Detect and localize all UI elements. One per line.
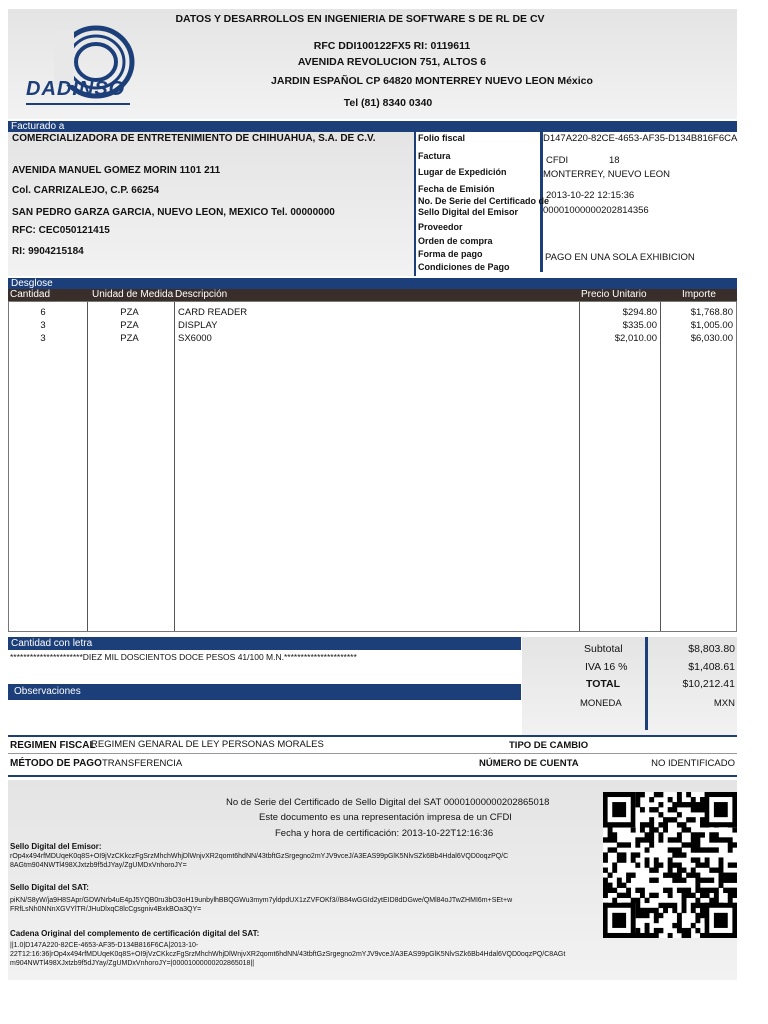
folio-value: D147A220-82CE-4653-AF35-D134B816F6CA bbox=[543, 133, 738, 144]
table-row bbox=[8, 320, 737, 332]
row-desc: DISPLAY bbox=[178, 320, 218, 331]
company-name: DATOS Y DESARROLLOS EN INGENIERIA DE SOFTWARE S DE RL DE CV bbox=[175, 13, 545, 25]
cadena-line2: 22T12:16:36|rOp4x494rfMDUqeK0q8S+OI9jVzCKkczFgSrzMhchWhjDlWnjvXR2qomt6hdNN/43tbftGzSrgegno2mYJV9vceJ/A3EAS99pGlK5NlvSZk6Bb4Hdal6VQD0oqzPQ/C8AGt bbox=[10, 951, 566, 958]
col-sep-1 bbox=[87, 302, 88, 631]
col-sep-4 bbox=[660, 302, 661, 631]
observaciones-label: Observaciones bbox=[14, 686, 81, 697]
client-ri: RI: 9904215184 bbox=[12, 246, 84, 257]
table-row bbox=[8, 307, 737, 319]
subtotal-value: $8,803.80 bbox=[688, 643, 735, 655]
row-amount: $1,005.00 bbox=[690, 320, 733, 331]
desglose-label: Desglose bbox=[11, 278, 53, 289]
sello-sat-line2: FRfLsNh0NNnXGVYlTR/JHuDlxqC8lcCgsgniv4BxkBOa3QY= bbox=[10, 906, 202, 913]
cuenta-label: NÚMERO DE CUENTA bbox=[479, 758, 579, 769]
sello-sat-line1: piKN/S8yW/ja9H8SApr/GDWNrb4uE4pJ5YQB0ru3bO3oH19unbylhBBQGWu3mym7yldpdUX1zZVFOKf3//B84wGGId2ytEID8dDGwe/QMl84oJTwZHMI6m+SEt+w bbox=[10, 897, 513, 904]
company-address-1: AVENIDA REVOLUCION 751, ALTOS 6 bbox=[297, 56, 487, 68]
row-unit: PZA bbox=[120, 307, 139, 318]
totals-divider bbox=[645, 637, 648, 730]
regimen-value: REGIMEN GENARAL DE LEY PERSONAS MORALES bbox=[91, 739, 324, 750]
row-desc: CARD READER bbox=[178, 307, 248, 318]
subtotal-label: Subtotal bbox=[584, 643, 623, 655]
client-city: SAN PEDRO GARZA GARCIA, NUEVO LEON, MEXICO Tel. 00000000 bbox=[12, 207, 335, 218]
table-header bbox=[8, 289, 737, 301]
lugar-value: MONTERREY, NUEVO LEON bbox=[543, 169, 671, 180]
forma-label: Forma de pago bbox=[418, 249, 483, 259]
moneda-label: MONEDA bbox=[580, 698, 622, 709]
cadena-line3: m904NWTl498XJxtzb9f5dJYay/ZgUMDxVnhoroJY=|00001000000202865018|| bbox=[10, 960, 255, 967]
row-unit: PZA bbox=[120, 333, 139, 344]
sat-serie: No de Serie del Certificado de Sello Digital del SAT 00001000000202865018 bbox=[226, 797, 550, 808]
col-header-precio: Precio Unitario bbox=[581, 289, 647, 300]
regimen-label: REGIMEN FISCAL bbox=[10, 740, 96, 751]
company-address-2: JARDIN ESPAÑOL CP 64820 MONTERREY NUEVO LEON México bbox=[271, 75, 593, 87]
row-desc: SX6000 bbox=[178, 333, 212, 344]
condiciones-label: Condiciones de Pago bbox=[418, 262, 510, 272]
client-street: AVENIDA MANUEL GOMEZ MORIN 1101 211 bbox=[12, 165, 221, 176]
sat-fecha: Fecha y hora de certificación: 2013-10-22T12:16:36 bbox=[275, 828, 494, 839]
moneda-value: MXN bbox=[713, 698, 735, 709]
cuenta-value: NO IDENTIFICADO bbox=[651, 758, 735, 769]
desglose-bar bbox=[8, 278, 737, 289]
table-body bbox=[8, 301, 737, 632]
company-phone: Tel (81) 8340 0340 bbox=[343, 97, 433, 109]
row-price: $2,010.00 bbox=[614, 333, 657, 344]
col-header-descripcion: Descripción bbox=[175, 289, 228, 300]
regimen-bottom-line bbox=[8, 775, 737, 777]
tipo-cambio-label: TIPO DE CAMBIO bbox=[509, 740, 589, 751]
row-amount: $6,030.00 bbox=[690, 333, 733, 344]
qr-code-icon bbox=[603, 792, 737, 938]
letra-value: **********************DIEZ MIL DOSCIENTOS DOCE PESOS 41/100 M.N.********************** bbox=[10, 652, 357, 662]
sat-representacion: Este documento es una representación impresa de un CFDI bbox=[259, 812, 512, 823]
row-qty: 3 bbox=[40, 320, 46, 331]
facturado-bar bbox=[8, 121, 416, 132]
sello-emisor-line2: 8AGtm904NWTl498XJxtzb9f5dJYay/ZgUMDxVnhoroJY= bbox=[10, 862, 187, 869]
row-price: $294.80 bbox=[622, 307, 657, 318]
logo-text: DADINSO bbox=[26, 78, 126, 100]
cadena-line1: ||1.0|D147A220-82CE-4653-AF35-D134B816F6CA|2013-10- bbox=[10, 942, 199, 949]
client-rfc: RFC: CEC050121415 bbox=[12, 225, 110, 236]
serie-label-2: Sello Digital del Emisor bbox=[418, 207, 519, 217]
factura-label: Factura bbox=[418, 151, 451, 161]
col-header-importe: Importe bbox=[682, 289, 716, 300]
letra-bar bbox=[8, 637, 521, 650]
serie-label-1: No. De Serie del Certificado de bbox=[418, 196, 550, 206]
sello-emisor-label: Sello Digital del Emisor: bbox=[10, 842, 102, 851]
iva-value: $1,408.61 bbox=[688, 661, 735, 673]
serie-value: 00001000000202814356 bbox=[543, 205, 649, 216]
company-rfc: RFC DDI100122FX5 RI: 0119611 bbox=[313, 40, 471, 52]
total-label: TOTAL bbox=[586, 678, 621, 690]
factura-type: CFDI bbox=[546, 155, 569, 166]
col-header-cantidad: Cantidad bbox=[10, 289, 51, 300]
sello-emisor-line1: rOp4x494rfMDUqeK0q8S+OI9jVzCKkczFgSrzMhchWhjDlWnjvXR2qomt6hdNN/43tbftGzSrgegno2mYJV9vceJ/A3EAS99pGlK5NlvSZk6Bb4Hdal6VQD0oqzPQ/C bbox=[10, 853, 509, 860]
factura-number: 18 bbox=[609, 155, 620, 166]
row-qty: 3 bbox=[40, 333, 46, 344]
orden-label: Orden de compra bbox=[418, 236, 493, 246]
row-price: $335.00 bbox=[622, 320, 657, 331]
col-sep-2 bbox=[174, 302, 175, 631]
sello-sat-label: Sello Digital del SAT: bbox=[10, 883, 89, 892]
client-name: COMERCIALIZADORA DE ENTRETENIMIENTO DE CHIHUAHUA, S.A. DE C.V. bbox=[12, 133, 376, 144]
col-header-unidad: Unidad de Medida bbox=[92, 289, 174, 300]
metodo-value: TRANSFERENCIA bbox=[102, 758, 183, 769]
col-sep-3 bbox=[579, 302, 580, 631]
forma-value: PAGO EN UNA SOLA EXHIBICION bbox=[545, 252, 695, 263]
total-value: $10,212.41 bbox=[682, 678, 735, 690]
facturado-label: Facturado a bbox=[11, 121, 65, 132]
fiscal-divider-left bbox=[414, 132, 416, 276]
client-colonia: Col. CARRIZALEJO, C.P. 66254 bbox=[12, 185, 160, 196]
fecha-value: 2013-10-22 12:15:36 bbox=[546, 190, 635, 201]
regimen-top-line bbox=[8, 735, 737, 737]
fecha-label: Fecha de Emisión bbox=[418, 184, 495, 194]
iva-label: IVA 16 % bbox=[585, 661, 628, 673]
metodo-label: MÉTODO DE PAGO bbox=[10, 758, 102, 769]
table-row bbox=[8, 333, 737, 345]
lugar-label: Lugar de Expedición bbox=[418, 167, 507, 177]
observaciones-bar bbox=[8, 684, 521, 700]
row-amount: $1,768.80 bbox=[690, 307, 733, 318]
proveedor-label: Proveedor bbox=[418, 222, 463, 232]
regimen-mid-line bbox=[8, 753, 737, 754]
fiscal-top-bar bbox=[416, 121, 737, 132]
row-unit: PZA bbox=[120, 320, 139, 331]
row-qty: 6 bbox=[40, 307, 46, 318]
cadena-label: Cadena Original del complemento de certificación digital del SAT: bbox=[10, 929, 260, 938]
letra-label: Cantidad con letra bbox=[11, 638, 93, 649]
folio-label: Folio fiscal bbox=[418, 133, 466, 143]
